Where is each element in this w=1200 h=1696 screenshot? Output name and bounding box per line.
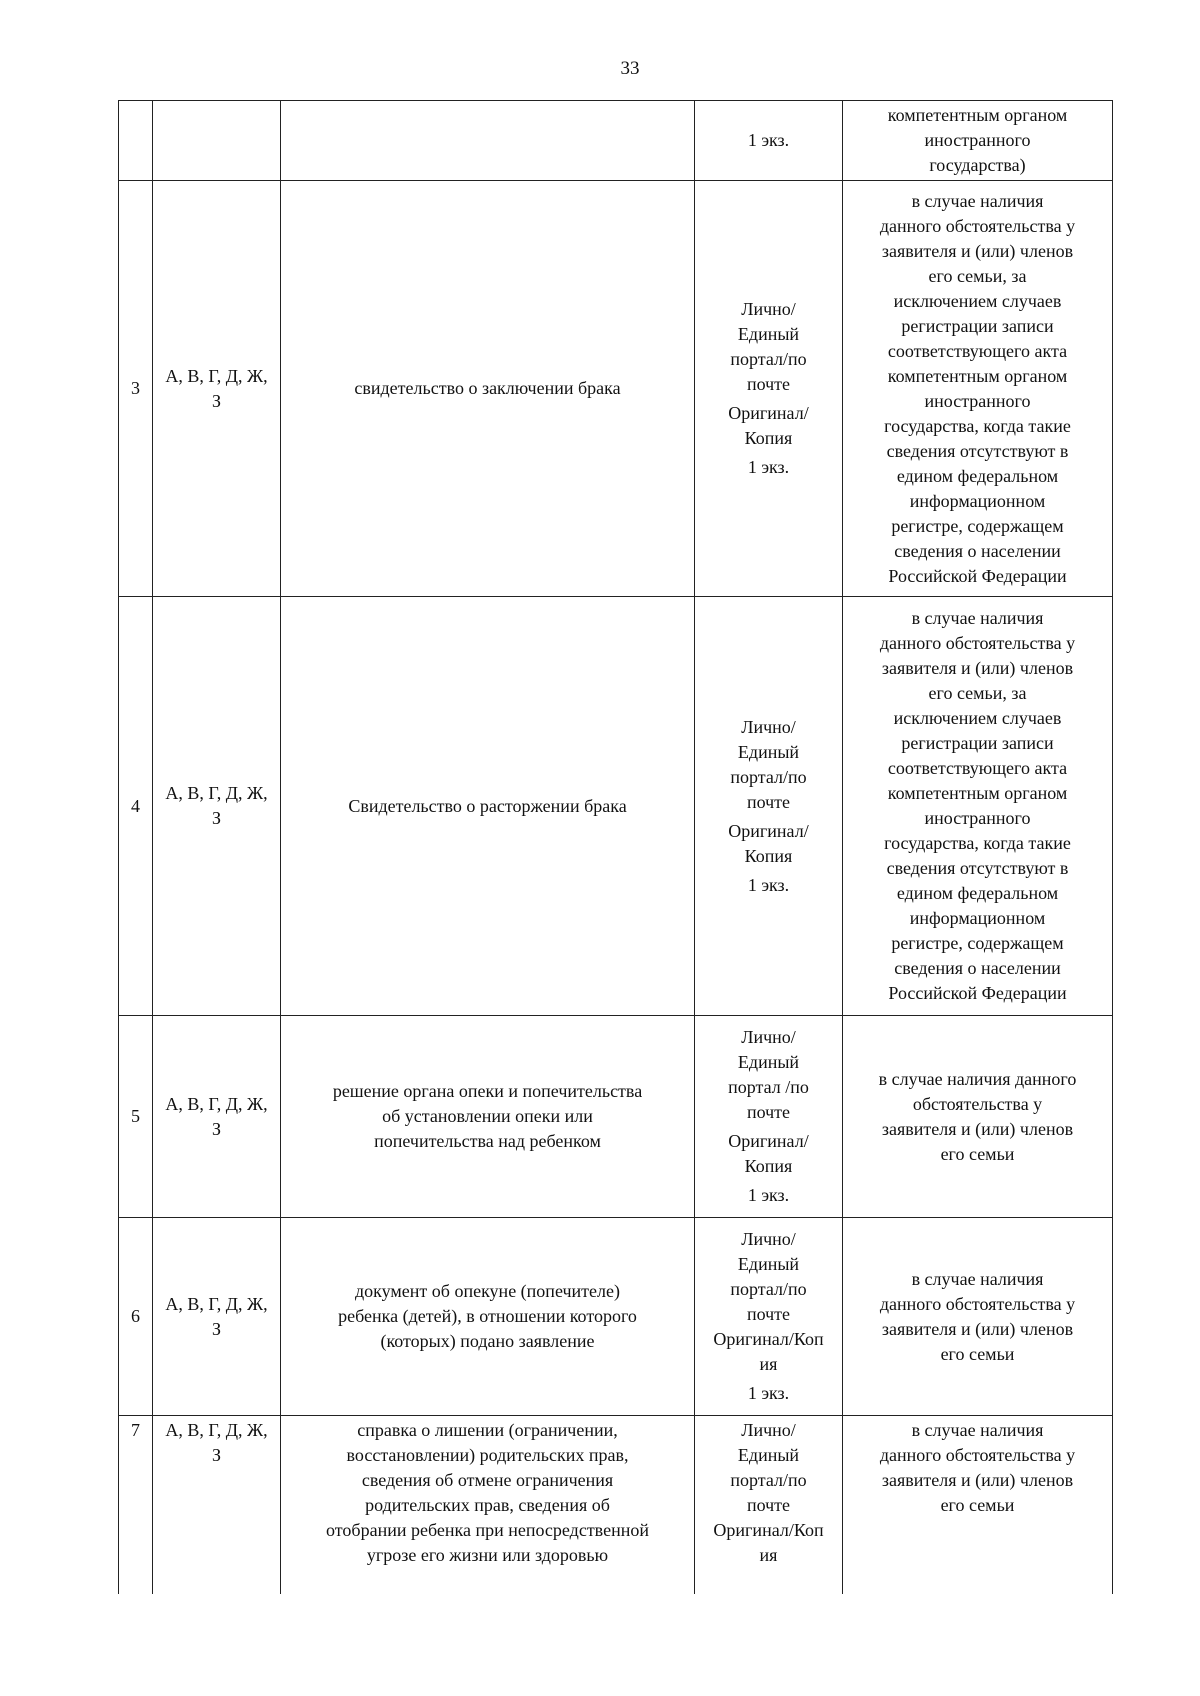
note-cell: в случае наличия данного обстоятельства у заявителя и (или) членов его семьи xyxy=(843,1016,1113,1218)
categories-cell: А, В, Г, Д, Ж, З xyxy=(153,1416,281,1594)
document-cell: Свидетельство о расторжении брака xyxy=(281,597,695,1016)
table-row xyxy=(119,181,1113,597)
submission-cell: Лично/ Единый портал/по почте Оригинал/ Копия 1 экз. xyxy=(695,597,843,1016)
submission-cell: 1 экз. xyxy=(695,101,843,181)
note-cell: в случае наличия данного обстоятельства у заявителя и (или) членов его семьи, за исключением случаев регистрации записи соответствующего акта компетентным органом иностранного государства, когда такие сведения отсутствуют в едином федеральном информационном регистре, содержащем сведения о населении Российской Федерации xyxy=(843,181,1113,597)
categories-cell: А, В, Г, Д, Ж, З xyxy=(153,1016,281,1218)
row-number-cell: 7 xyxy=(119,1416,153,1594)
categories-cell: А, В, Г, Д, Ж, З xyxy=(153,1218,281,1416)
row-number-cell xyxy=(119,101,153,181)
document-cell: документ об опекуне (попечителе) ребенка (детей), в отношении которого (которых) подано заявление xyxy=(281,1218,695,1416)
note-cell: в случае наличия данного обстоятельства у заявителя и (или) членов его семьи xyxy=(843,1416,1113,1594)
row-number-cell: 6 xyxy=(119,1218,153,1416)
documents-table xyxy=(118,100,1113,1594)
submission-cell: Лично/ Единый портал/по почте Оригинал/ Копия 1 экз. xyxy=(695,181,843,597)
document-cell xyxy=(281,101,695,181)
row-number-cell: 3 xyxy=(119,181,153,597)
submission-cell: Лично/ Единый портал/по почте Оригинал/Коп ия xyxy=(695,1416,843,1594)
document-cell: решение органа опеки и попечительства об установлении опеки или попечительства над ребенком xyxy=(281,1016,695,1218)
note-cell: компетентным органом иностранного государства) xyxy=(843,101,1113,181)
submission-cell: Лично/ Единый портал /по почте Оригинал/ Копия 1 экз. xyxy=(695,1016,843,1218)
note-cell: в случае наличия данного обстоятельства у заявителя и (или) членов его семьи xyxy=(843,1218,1113,1416)
table-row xyxy=(119,1218,1113,1416)
submission-cell: Лично/ Единый портал/по почте Оригинал/Коп ия 1 экз. xyxy=(695,1218,843,1416)
note-cell: в случае наличия данного обстоятельства у заявителя и (или) членов его семьи, за исключением случаев регистрации записи соответствующего акта компетентным органом иностранного государства, когда такие сведения отсутствуют в едином федеральном информационном регистре, содержащем сведения о населении Российской Федерации xyxy=(843,597,1113,1016)
categories-cell xyxy=(153,101,281,181)
row-number-cell: 5 xyxy=(119,1016,153,1218)
categories-cell: А, В, Г, Д, Ж, З xyxy=(153,181,281,597)
table-row xyxy=(119,597,1113,1016)
page-number: 33 xyxy=(620,58,640,79)
table-row xyxy=(119,101,1113,181)
document-cell: свидетельство о заключении брака xyxy=(281,181,695,597)
table-row xyxy=(119,1016,1113,1218)
categories-cell: А, В, Г, Д, Ж, З xyxy=(153,597,281,1016)
row-number-cell: 4 xyxy=(119,597,153,1016)
document-cell: справка о лишении (ограничении, восстановлении) родительских прав, сведения об отмене ограничения родительских прав, сведения об отобрании ребенка при непосредственной угрозе его жизни или здоровью xyxy=(281,1416,695,1594)
table-row xyxy=(119,1416,1113,1594)
